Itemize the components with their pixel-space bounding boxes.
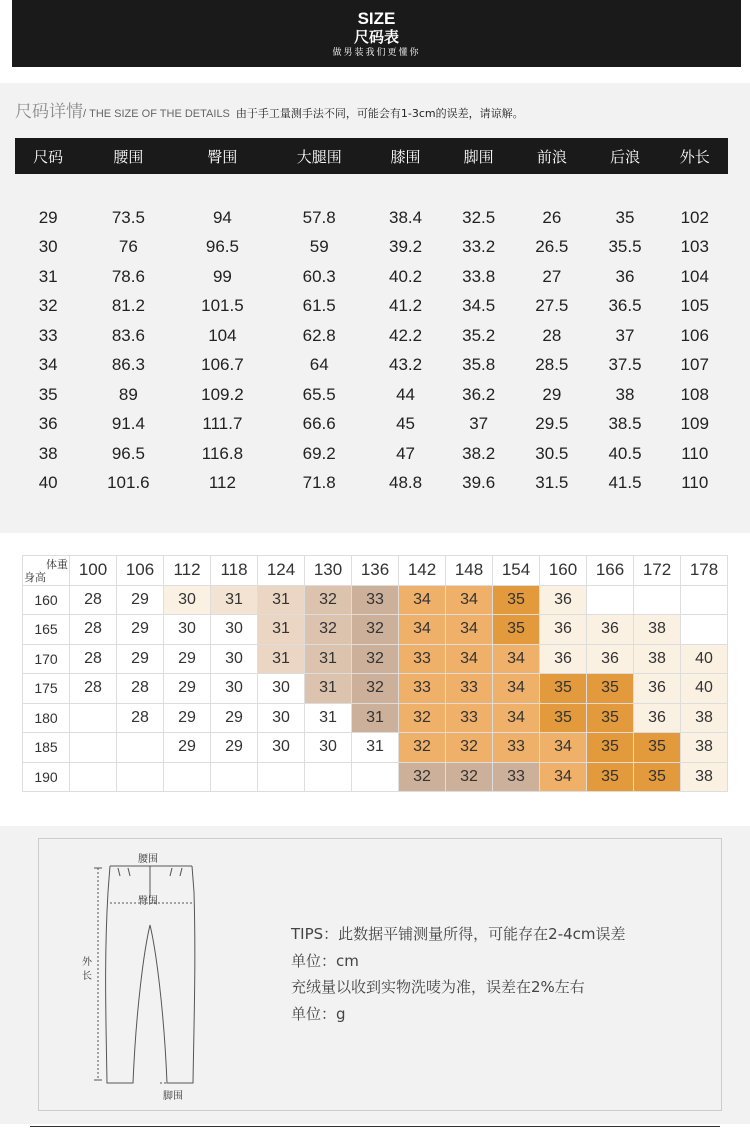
size-cell: 42.2 [388, 325, 423, 345]
size-cell: 36.2 [462, 384, 496, 404]
size-cell: 61.5 [302, 296, 336, 316]
grid-cell: 38 [634, 644, 681, 674]
waist-left-edge [108, 866, 110, 892]
size-cell: 38 [38, 443, 58, 463]
size-cell: 41.5 [608, 473, 642, 493]
size-cell: 26.5 [535, 237, 569, 257]
grid-cell: 31 [352, 703, 399, 733]
weight-header: 136 [352, 556, 399, 586]
header-cell: 后浪 [588, 138, 661, 174]
size-cell: 109.2 [201, 384, 244, 404]
size-cell: 36 [38, 414, 58, 434]
size-cell: 59 [309, 237, 329, 257]
grid-cell: 29 [164, 644, 211, 674]
size-cell: 73.5 [111, 207, 145, 227]
size-cell: 81.2 [111, 296, 145, 316]
size-cell: 48.8 [388, 473, 423, 493]
grid-cell: 29 [164, 674, 211, 704]
grid-cell: 29 [211, 703, 258, 733]
size-cell: 66.6 [302, 414, 336, 434]
size-cell: 108 [680, 384, 709, 404]
grid-cell: 30 [305, 733, 352, 763]
grid-cell: 29 [164, 733, 211, 763]
grid-cell: 34 [399, 585, 446, 615]
waist-right-edge [192, 866, 194, 892]
banner-title: SIZE [357, 9, 396, 28]
size-cell: 106.7 [201, 355, 244, 375]
size-cell: 101.5 [201, 296, 244, 316]
grid-cell: 34 [493, 674, 540, 704]
weight-header: 130 [305, 556, 352, 586]
grid-cell: 28 [117, 674, 164, 704]
weight-header: 148 [446, 556, 493, 586]
size-cell: 39.2 [388, 237, 423, 257]
grid-cell: 33 [493, 762, 540, 792]
height-header: 170 [23, 644, 70, 674]
grid-cell: 35 [540, 703, 587, 733]
height-header: 160 [23, 585, 70, 615]
size-cell: 45 [396, 414, 415, 434]
grid-cell: 31 [352, 733, 399, 763]
hip-label: 臀围 [138, 896, 158, 907]
size-cell: 94 [212, 207, 232, 227]
height-header: 190 [23, 762, 70, 792]
header-cell: 前浪 [515, 138, 588, 174]
size-cell: 57.8 [302, 207, 336, 227]
size-cell: 33 [38, 325, 58, 345]
size-cell: 36.5 [608, 296, 642, 316]
size-cell: 31.5 [535, 473, 569, 493]
size-cell: 37 [615, 325, 635, 345]
height-header: 185 [23, 733, 70, 763]
grid-cell: 33 [352, 585, 399, 615]
grid-cell: 34 [446, 615, 493, 645]
size-cell: 33.2 [462, 237, 496, 257]
grid-cell: 31 [305, 703, 352, 733]
size-cell: 35 [38, 384, 58, 404]
size-cell: 96.5 [111, 443, 145, 463]
grid-cell: 34 [540, 762, 587, 792]
size-cell: 96.5 [205, 237, 239, 257]
size-cell: 101.6 [107, 473, 150, 493]
weight-header: 118 [211, 556, 258, 586]
grid-cell: 32 [305, 585, 352, 615]
size-cell: 62.8 [302, 325, 336, 345]
grid-cell: 33 [399, 674, 446, 704]
grid-cell: 40 [681, 674, 728, 704]
grid-cell: 35 [634, 762, 681, 792]
details-note: 由于手工量测手法不同，可能会有1-3cm的误差，请谅解。 [235, 107, 524, 120]
grid-cell: 32 [352, 615, 399, 645]
grid-cell: 31 [305, 644, 352, 674]
size-cell: 86.3 [111, 355, 145, 375]
size-cell: 78.6 [111, 266, 145, 286]
banner-slogan: 做男装我们更懂你 [332, 48, 421, 58]
grid-cell: 30 [211, 674, 258, 704]
grid-cell: 36 [540, 615, 587, 645]
size-cell: 29.5 [535, 414, 569, 434]
size-cell: 65.5 [302, 384, 336, 404]
size-cell: 40 [38, 473, 58, 493]
size-cell: 116.8 [201, 443, 244, 463]
size-cell: 76 [118, 237, 138, 257]
header-cell: 腰围 [81, 138, 175, 174]
grid-cell: 29 [211, 733, 258, 763]
grid-cell: 32 [399, 703, 446, 733]
grid-cell: 34 [540, 733, 587, 763]
grid-cell: 30 [164, 615, 211, 645]
grid-cell: 30 [258, 674, 305, 704]
grid-cell: 31 [211, 585, 258, 615]
size-cell: 30.5 [535, 443, 569, 463]
size-cell: 110 [681, 443, 709, 463]
grid-cell: 38 [681, 733, 728, 763]
tips-line-2: 单位：cm [291, 951, 359, 970]
size-cell: 35 [615, 207, 635, 227]
grid-cell: 29 [117, 585, 164, 615]
height-header: 175 [23, 674, 70, 704]
grid-cell: 33 [399, 644, 446, 674]
size-cell: 110 [681, 473, 709, 493]
grid-cell: 35 [587, 762, 634, 792]
size-cell: 32 [38, 296, 58, 316]
grid-cell: 34 [493, 644, 540, 674]
grid-cell: 36 [587, 644, 634, 674]
waist-label: 腰围 [138, 854, 158, 865]
header-cell: 脚围 [442, 138, 515, 174]
weight-header: 124 [258, 556, 305, 586]
size-cell: 38 [615, 384, 635, 404]
size-cell: 71.8 [302, 473, 336, 493]
size-cell: 109 [680, 414, 709, 434]
size-cell: 69.2 [302, 443, 336, 463]
grid-cell: 35 [540, 674, 587, 704]
grid-cell: 32 [305, 615, 352, 645]
grid-cell: 35 [587, 733, 634, 763]
grid-cell: 35 [587, 703, 634, 733]
grid-cell: 36 [540, 585, 587, 615]
size-cell: 106 [680, 325, 709, 345]
size-cell: 35.2 [462, 325, 496, 345]
size-cell: 36 [615, 266, 635, 286]
tips-text [291, 921, 626, 1027]
grid-cell: 32 [399, 733, 446, 763]
grid-cell: 30 [211, 644, 258, 674]
size-cell: 44 [396, 384, 415, 404]
size-cell: 111.7 [202, 414, 243, 434]
details-title-en: / THE SIZE OF THE DETAILS [83, 108, 230, 120]
grid-cell: 32 [446, 733, 493, 763]
size-cell: 38.5 [608, 414, 642, 434]
size-cell: 41.2 [388, 296, 423, 316]
size-cell: 29 [38, 207, 58, 227]
grid-cell: 35 [587, 674, 634, 704]
size-cell: 39.6 [462, 473, 496, 493]
tips-line-3: 充绒量以收到实物洗唛为准，误差在2%左右 [291, 978, 585, 996]
size-cell: 32.5 [462, 207, 496, 227]
weight-header: 142 [399, 556, 446, 586]
size-cell: 26 [542, 207, 562, 227]
grid-cell: 31 [258, 615, 305, 645]
grid-cell: 32 [446, 762, 493, 792]
size-cell: 83.6 [111, 325, 145, 345]
weight-header: 160 [540, 556, 587, 586]
size-cell: 47 [396, 443, 415, 463]
grid-cell: 36 [634, 674, 681, 704]
size-cell: 107 [680, 355, 709, 375]
weight-header: 178 [681, 556, 728, 586]
grid-cell: 34 [446, 644, 493, 674]
grid-cell: 35 [634, 733, 681, 763]
weight-header: 166 [587, 556, 634, 586]
grid-cell: 36 [634, 703, 681, 733]
header-cell: 尺码 [15, 138, 81, 174]
height-header: 165 [23, 615, 70, 645]
size-cell: 34 [38, 355, 58, 375]
size-cell: 60.3 [302, 266, 336, 286]
size-cell: 34.5 [462, 296, 496, 316]
grid-cell: 32 [399, 762, 446, 792]
grid-cell: 28 [70, 615, 117, 645]
grid-cell: 32 [352, 674, 399, 704]
grid-cell: 35 [493, 615, 540, 645]
details-title: 尺码详情 [15, 102, 83, 122]
header-cell: 膝围 [369, 138, 442, 174]
grid-cell: 29 [117, 644, 164, 674]
size-cell: 28 [542, 325, 562, 345]
size-cell: 99 [212, 266, 232, 286]
size-cell: 27.5 [535, 296, 569, 316]
size-cell: 35.5 [608, 237, 642, 257]
size-cell: 43.2 [388, 355, 423, 375]
size-cell: 37.5 [608, 355, 642, 375]
header-cell: 大腿围 [269, 138, 369, 174]
tips-line-1: TIPS：此数据平铺测量所得，可能存在2-4cm误差 [291, 925, 626, 943]
size-cell: 91.4 [111, 414, 145, 434]
size-cell: 105 [680, 296, 709, 316]
grid-cell: 34 [493, 703, 540, 733]
size-cell: 103 [680, 237, 709, 257]
size-cell: 38.2 [462, 443, 496, 463]
size-cell: 64 [309, 355, 329, 375]
size-cell: 28.5 [535, 355, 569, 375]
grid-cell: 31 [305, 674, 352, 704]
pants-legs [106, 892, 195, 1083]
weight-header: 106 [117, 556, 164, 586]
grid-cell: 30 [164, 585, 211, 615]
grid-cell: 33 [446, 703, 493, 733]
size-cell: 38.4 [388, 207, 423, 227]
corner-height-label: 身高 [24, 570, 46, 584]
grid-cell: 36 [540, 644, 587, 674]
size-cell: 30 [38, 237, 58, 257]
size-cell: 102 [680, 207, 709, 227]
grid-cell: 33 [446, 674, 493, 704]
height-header: 180 [23, 703, 70, 733]
grid-cell: 28 [70, 585, 117, 615]
outer-length-label: 外长 [82, 957, 92, 982]
grid-cell: 34 [399, 615, 446, 645]
size-cell: 104 [680, 266, 709, 286]
grid-cell: 29 [117, 615, 164, 645]
banner-subtitle: 尺码表 [353, 28, 399, 46]
weight-header: 100 [70, 556, 117, 586]
corner-weight-label: 体重 [46, 558, 68, 571]
weight-header: 172 [634, 556, 681, 586]
grid-cell: 28 [70, 644, 117, 674]
grid-cell: 35 [493, 585, 540, 615]
grid-cell: 38 [681, 762, 728, 792]
size-cell: 33.8 [462, 266, 496, 286]
weight-header: 112 [164, 556, 211, 586]
grid-cell: 28 [117, 703, 164, 733]
grid-cell: 31 [258, 585, 305, 615]
tips-line-4: 单位：g [291, 1004, 346, 1023]
grid-cell: 31 [258, 644, 305, 674]
weight-header: 154 [493, 556, 540, 586]
size-cell: 29 [542, 384, 562, 404]
grid-cell: 29 [164, 703, 211, 733]
bottom-divider [30, 1126, 720, 1127]
header-cell: 臀围 [175, 138, 269, 174]
size-cell: 89 [118, 384, 138, 404]
size-cell: 40.2 [388, 266, 423, 286]
grid-cell: 28 [70, 674, 117, 704]
grid-cell: 33 [493, 733, 540, 763]
size-cell: 104 [208, 325, 237, 345]
size-cell: 40.5 [608, 443, 642, 463]
grid-cell: 30 [211, 615, 258, 645]
grid-cell: 36 [587, 615, 634, 645]
grid-cell: 38 [634, 615, 681, 645]
size-cell: 112 [208, 473, 236, 493]
grid-cell: 38 [681, 703, 728, 733]
grid-cell: 34 [446, 585, 493, 615]
size-cell: 37 [469, 414, 489, 434]
grid-cell: 30 [258, 733, 305, 763]
size-cell: 35.8 [462, 355, 496, 375]
header-cell: 外长 [662, 138, 728, 174]
grid-cell: 40 [681, 644, 728, 674]
grid-cell: 30 [258, 703, 305, 733]
hem-label: 脚围 [163, 1091, 183, 1102]
size-cell: 27 [542, 266, 562, 286]
size-cell: 31 [38, 266, 58, 286]
grid-cell: 32 [352, 644, 399, 674]
